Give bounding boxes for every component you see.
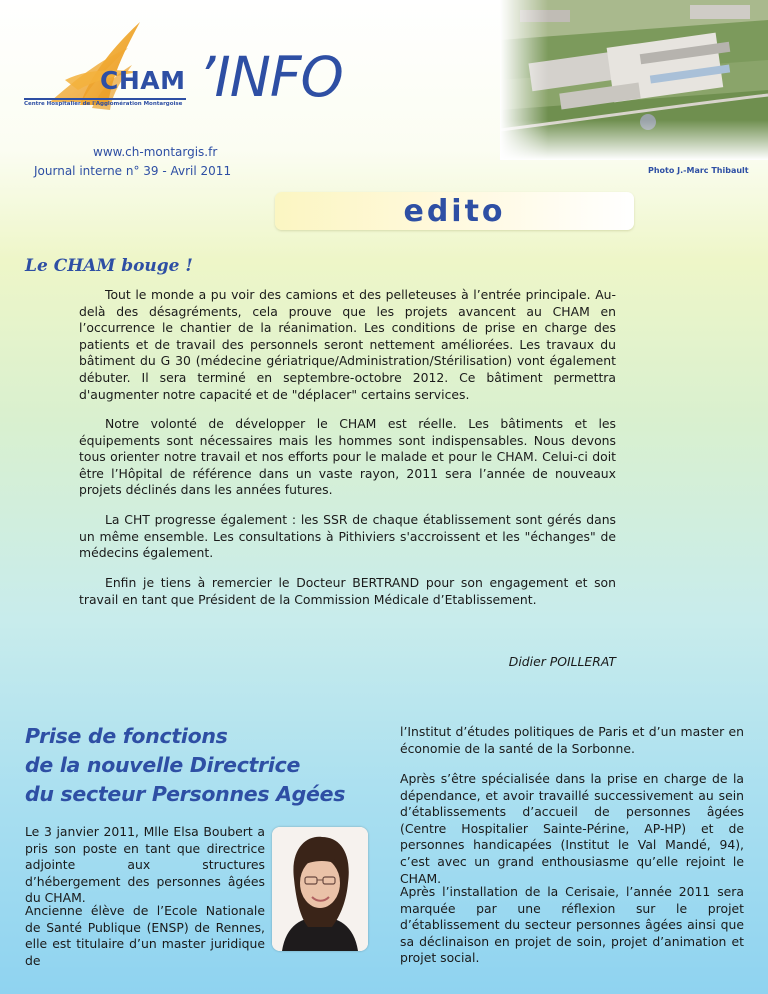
- website-link[interactable]: www.ch-montargis.fr: [93, 145, 218, 159]
- logo-wordmark: CHAM: [100, 66, 186, 95]
- photo-credit: Photo J.-Marc Thibault: [648, 166, 749, 175]
- edito-banner-label: edito: [403, 194, 506, 229]
- article-title-line: Prise de fonctions: [25, 724, 228, 748]
- article-paragraph: Après s’être spécialisée dans la prise en charge de la dépendance, et avoir travaillé successivement au sein d’établissements d’accueil de personnes âgées (Centre Hospitalier Sainte-Périne, AP-HP) et de personnes handicapées (Institut le Val Mandé, 94), c’est avec un grand enthousiasme qu’elle rejoint le CHAM.: [400, 771, 744, 886]
- article-paragraph: l’Institut d’études politiques de Paris et d’un master en économie de la santé de la Sorbonne.: [400, 724, 744, 756]
- article-paragraph: Après l’installation de la Cerisaie, l’année 2011 sera marquée par une réflexion sur le projet d’établissement du secteur personnes âgées ainsi que sa déclinaison en projet de soin, projet d’animation et projet social.: [400, 884, 744, 966]
- article-paragraph: Le 3 janvier 2011, Mlle Elsa Boubert a pris son poste en tant que directrice adjointe aux structures d’hébergement des personnes âgées du CHAM.: [25, 824, 265, 906]
- article-paragraph: Ancienne élève de l’Ecole Nationale de Santé Publique (ENSP) de Rennes, elle est titulaire d’un master juridique de: [25, 903, 265, 968]
- edito-paragraph: Notre volonté de développer le CHAM est réelle. Les bâtiments et les équipements sont nécessaires mais les hommes sont indispensables. Nous devons tous orienter notre travail et nos efforts pour le malade et pour le CHAM. Celui-ci doit être l’Hôpital de référence dans un vaste rayon, 2011 sera l’année de nouveaux projets déclinés dans les années futures.: [79, 416, 616, 498]
- logo-underline: [24, 98, 186, 100]
- edito-heading: Le CHAM bouge !: [25, 256, 193, 276]
- aerial-hospital-photo: [500, 0, 768, 160]
- director-portrait-photo: [272, 827, 368, 951]
- edito-paragraph: Enfin je tiens à remercier le Docteur BERTRAND pour son engagement et son travail en tant que Président de la Commission Médicale d’Etablissement.: [79, 575, 616, 607]
- edito-banner: [275, 192, 634, 230]
- issue-label: Journal interne n° 39 - Avril 2011: [34, 164, 232, 178]
- logo-subtitle: Centre Hospitalier de l'Agglomération Montargoise: [24, 101, 183, 107]
- newsletter-title: ’INFO: [198, 45, 343, 109]
- edito-signature: Didier POILLERAT: [508, 654, 616, 669]
- edito-paragraph: La CHT progresse également : les SSR de chaque établissement sont gérés dans un même ensemble. Les consultations à Pithiviers s'accroissent et les "échanges" de médecins également.: [79, 512, 616, 561]
- article-title-line: du secteur Personnes Agées: [25, 782, 346, 806]
- edito-paragraph: Tout le monde a pu voir des camions et des pelleteuses à l’entrée principale. Au-delà des désagréments, cela prouve que les projets avancent au CHAM en l’occurrence le chantier de la réanimation. Les conditions de prise en charge des patients et de travail des personnels seront nettement améliorées. Les travaux du bâtiment du G 30 (médecine gériatrique/Administration/Stérilisation) vont également débuter. Il sera terminé en septembre-octobre 2012. Ce bâtiment permettra d'augmenter notre capacité et de "déplacer" certains services.: [79, 287, 616, 402]
- article-title-line: de la nouvelle Directrice: [25, 753, 301, 777]
- article-title: [25, 722, 355, 809]
